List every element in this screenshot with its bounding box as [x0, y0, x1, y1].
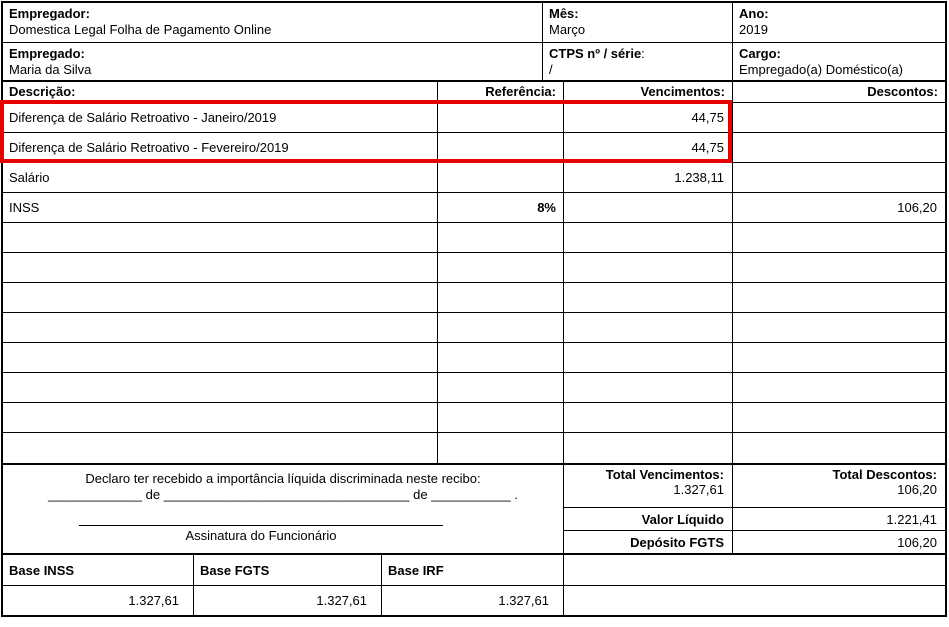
table-row — [3, 163, 945, 193]
description-cell: INSS — [9, 200, 40, 215]
signature-line — [79, 525, 443, 544]
description-cell — [3, 403, 437, 432]
base-irf-value: 1.327,61 — [381, 586, 563, 615]
reference-cell — [437, 313, 563, 342]
header-info-section — [3, 3, 945, 82]
month-cell — [542, 3, 732, 43]
earnings-cell: 1.238,11 — [563, 163, 732, 192]
earnings-cell — [563, 313, 732, 342]
ctps-colon: : — [641, 46, 645, 61]
employer-cell — [3, 3, 542, 43]
table-row — [3, 253, 945, 283]
month-value: Março — [549, 22, 586, 37]
deductions-cell — [732, 103, 945, 132]
earnings-cell — [563, 373, 732, 402]
description-cell — [3, 313, 437, 342]
deductions-cell — [732, 343, 945, 372]
employee-label: Empregado: — [9, 46, 85, 61]
table-header-row — [3, 82, 945, 103]
base-inss-value: 1.327,61 — [128, 593, 179, 608]
earnings-cell: 44,75 — [563, 133, 732, 162]
reference-cell — [437, 163, 563, 192]
total-earnings-cell — [563, 465, 732, 508]
total-deductions-cell — [732, 465, 945, 508]
month-label: Mês: — [549, 6, 579, 21]
reference-cell — [437, 433, 563, 463]
table-row — [3, 223, 945, 253]
deductions-cell — [732, 283, 945, 312]
reference-cell — [437, 343, 563, 372]
declaration-cell — [3, 465, 563, 553]
deductions-cell — [732, 373, 945, 402]
base-fgts-value: 1.327,61 — [193, 586, 381, 615]
description-cell — [3, 343, 437, 372]
ctps-cell — [542, 43, 732, 80]
table-row — [3, 313, 945, 343]
table-row — [3, 133, 945, 163]
role-label: Cargo: — [739, 46, 781, 61]
fgts-deposit-label: Depósito FGTS — [563, 531, 732, 553]
earnings-cell — [563, 283, 732, 312]
deductions-cell — [732, 403, 945, 432]
reference-cell — [437, 103, 563, 132]
receipt-table — [1, 1, 947, 617]
earnings-cell — [563, 403, 732, 432]
net-value-label: Valor Líquido — [563, 508, 732, 531]
deductions-cell — [732, 223, 945, 252]
table-row — [3, 283, 945, 313]
description-cell — [3, 253, 437, 282]
description-cell — [3, 223, 437, 252]
column-header-reference: Referência: — [437, 82, 563, 102]
ctps-label: CTPS nº / série — [549, 46, 642, 61]
table-row — [3, 403, 945, 433]
description-cell: Salário — [9, 170, 50, 185]
earnings-cell — [563, 433, 732, 463]
column-header-deductions: Descontos: — [732, 82, 945, 102]
reference-cell — [437, 373, 563, 402]
fgts-deposit-value: 106,20 — [732, 531, 945, 553]
deductions-cell — [732, 433, 945, 463]
role-cell — [732, 43, 945, 80]
table-row — [3, 103, 945, 133]
net-value: 1.221,41 — [732, 508, 945, 531]
earnings-cell — [563, 193, 732, 222]
description-cell — [3, 433, 437, 463]
declaration-line1: Declaro ter recebido a importância líquida discriminada neste recibo: — [85, 471, 481, 486]
year-label: Ano: — [739, 6, 769, 21]
signature-caption: Assinatura do Funcionário — [185, 528, 337, 543]
description-cell: Diferença de Salário Retroativo - Fevereiro/2019 — [9, 140, 289, 155]
employer-label: Empregador: — [9, 6, 90, 21]
table-row — [3, 373, 945, 403]
base-empty-value-cell — [563, 586, 945, 615]
table-row — [3, 433, 945, 463]
description-cell — [3, 283, 437, 312]
deductions-cell — [732, 163, 945, 192]
employee-value: Maria da Silva — [9, 62, 92, 77]
table-row — [3, 193, 945, 223]
description-cell — [3, 373, 437, 402]
total-deductions-value: 106,20 — [897, 482, 937, 497]
table-body — [3, 103, 945, 463]
earnings-cell — [563, 253, 732, 282]
column-header-earnings: Vencimentos: — [563, 82, 732, 102]
summary-section — [3, 463, 945, 555]
deductions-cell — [732, 133, 945, 162]
earnings-cell — [563, 343, 732, 372]
earnings-cell — [563, 223, 732, 252]
reference-cell — [437, 403, 563, 432]
total-deductions-label: Total Descontos: — [832, 467, 937, 482]
deductions-cell: 106,20 — [732, 193, 945, 222]
ctps-label-line — [549, 46, 726, 62]
table-row — [3, 343, 945, 373]
employee-cell — [3, 43, 542, 80]
ctps-value: / — [549, 62, 553, 77]
column-header-description: Descrição: — [9, 84, 76, 99]
earnings-cell: 44,75 — [563, 103, 732, 132]
base-inss-label: Base INSS — [3, 555, 193, 586]
declaration-line2: _____________ de __________________________________ de ___________ . — [48, 487, 518, 502]
reference-cell — [437, 283, 563, 312]
employer-value: Domestica Legal Folha de Pagamento Online — [9, 22, 272, 37]
base-section — [3, 555, 945, 615]
reference-cell — [437, 253, 563, 282]
base-fgts-label: Base FGTS — [193, 555, 381, 586]
base-empty-header-cell — [563, 555, 945, 586]
total-earnings-label: Total Vencimentos: — [605, 467, 724, 482]
base-irf-label: Base IRF — [381, 555, 563, 586]
year-cell — [732, 3, 945, 43]
role-value: Empregado(a) Doméstico(a) — [739, 62, 904, 77]
reference-cell: 8% — [437, 193, 563, 222]
reference-cell — [437, 223, 563, 252]
deductions-cell — [732, 253, 945, 282]
total-earnings-value: 1.327,61 — [673, 482, 724, 497]
year-value: 2019 — [739, 22, 768, 37]
description-cell: Diferença de Salário Retroativo - Janeiro/2019 — [9, 110, 277, 125]
reference-cell — [437, 133, 563, 162]
deductions-cell — [732, 313, 945, 342]
